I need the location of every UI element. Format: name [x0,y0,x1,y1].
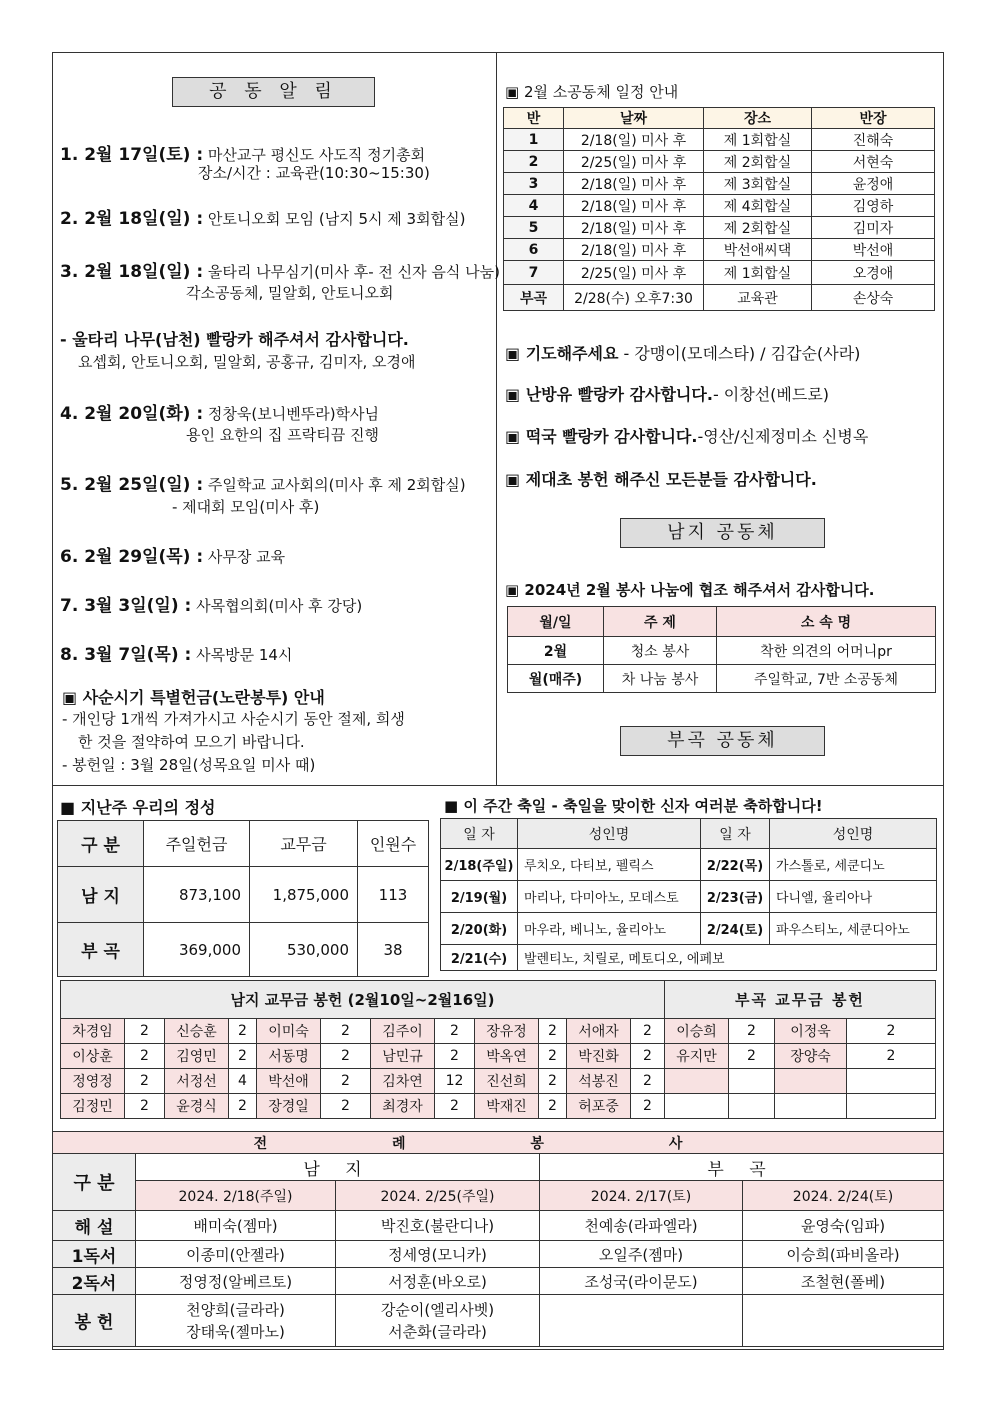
lent-line-2: 한 것을 절약하여 모으기 바랍니다. [78,733,305,751]
table-row: 남 지 873,100 1,875,000 113 [58,867,429,923]
service-title: ▣ 2024년 2월 봉사 나눔에 협조 해주셔서 감사합니다. [505,581,875,599]
table-row: 김정민 2 윤경식 2 장경일 2 최경자 2 박재진 2 허포중 2 [61,1094,936,1119]
prayer-request: ▣ 기도해주세요 - 강맹이(모데스타) / 김갑순(사라) [505,344,861,363]
table-row: 3 2/18(일) 미사 후 제 3회합실 윤정애 [504,173,935,195]
table-row: 월(매주) 차 나눔 봉사 주일학교, 7반 소공동체 [508,665,936,693]
service-table: 월/일 주 제 소 속 명 2월 청소 봉사 착한 의견의 어머니pr 월(매주) 차 나눔 봉사 주일학교, 7반 소공동체 [507,606,936,693]
table-row: 2/19(월) 마리나, 다미아노, 모데스토 2/23(금) 다니엘, 율리아나 [441,881,937,913]
namji-community-title: 남지 공동체 [620,518,825,548]
table-row: 2/20(화) 마우라, 베니노, 율리아노 2/24(토) 파우스티노, 세쿤디아노 [441,913,937,945]
table-row: 7 2/25(일) 미사 후 제 1회합실 오경애 [504,261,935,285]
sched-header: 날짜 [564,108,704,129]
namji-donation-title: 남지 교무금 봉헌 (2월10일~2월16일) [61,981,665,1019]
schedule-table [503,107,935,311]
table-row: 부곡 2/28(수) 오후7:30 교육관 손상숙 [504,285,935,311]
liturgy-table: 전 례 봉 사 구 분 남 지 부 곡 2024. 2/18(주일) 2024. 2/25(주일) 2024. 2/17(토) 2024. 2/24(토) 해 설 배미숙(젬마) 박진호(불란디나) 천예송(라파엘라) 윤영숙(임파) 1독서 이종미(안젤라) 정세영(모니카) 오일주(젬마) 이승희(파비올라) 2독서 정영정(알베르토) 서정훈(바오로) 조성국(라이문도) 조철현(폴베) 봉 헌 천양희(글라라) 장태욱(젤마노) 강순이(엘리사벳) 서춘화(글라라) [52,1131,944,1347]
feast-table: 일 자 성인명 일 자 성인명 2/18(주일) 루치오, 다티보, 펠릭스 2/22(목) 가스톨로, 세쿤디노 2/19(월) 마리나, 다미아노, 모데스토 2/23(금) 다니엘, 율리아나 2/20(화) 마우라, 베니노, 율리아노 2/24(토) 파우스티노, 세쿤디아노 2/21(수) 발렌티노, 치릴로, 메토디오, 에페보 [440,818,937,971]
bugok-community-title: 부곡 공동체 [620,726,825,756]
lent-line-1: - 개인당 1개씩 가져가시고 사순시기 동안 절제, 희생 [62,710,405,728]
table-row: 1 2/18(일) 미사 후 제 1회합실 진해숙 [504,129,935,151]
table-row: 2 2/25(일) 미사 후 제 2회합실 서현숙 [504,151,935,173]
table-row: 2/18(주일) 루치오, 다티보, 펠릭스 2/22(목) 가스톨로, 세쿤디노 [441,849,937,881]
liturgy-title: 전 례 봉 사 [53,1132,944,1154]
lent-heading: ▣ 사순시기 특별헌금(노란봉투) 안내 [62,688,325,707]
common-notice-title: 공 동 알 림 [172,77,375,107]
notice-7: 7. 3월 3일(일) : 사목협의회(미사 후 강당) [60,596,363,616]
table-row: 차경임 2 신승훈 2 이미숙 2 김주이 2 장유정 2 서애자 2 이승희 2 이정욱 2 [61,1019,936,1044]
column-divider [496,52,497,785]
altar-candle-thanks: ▣ 제대초 봉헌 해주신 모든분들 감사합니다. [505,470,817,489]
table-row: 2독서 정영정(알베르토) 서정훈(바오로) 조성국(라이문도) 조철현(폴베) [53,1268,944,1295]
notice-4: 4. 2월 20일(화) : 정창욱(보니벤뚜라)학사님 [60,404,380,424]
offering-table: 구 분 주일헌금 교무금 인원수 남 지 873,100 1,875,000 113 부 곡 369,000 530,000 38 [57,820,429,977]
notice-6: 6. 2월 29일(목) : 사무장 교육 [60,547,286,567]
offering-title: ■ 지난주 우리의 정성 [60,798,216,817]
notice-2: 2. 2월 18일(일) : 안토니오회 모임 (남지 5시 제 3회합실) [60,209,466,229]
table-row: 2월 청소 봉사 착한 의견의 어머니pr [508,637,936,665]
notice-8: 8. 3월 7일(목) : 사목방문 14시 [60,645,293,665]
schedule-title: ▣ 2월 소공동체 일정 안내 [505,83,679,101]
rice-cake-thanks: ▣ 떡국 빨랑카 감사합니다.-영산/신제정미소 신병옥 [505,427,869,446]
table-row: 이상훈 2 김영민 2 서동명 2 남민규 2 박옥연 2 박진화 2 유지만 2 장양숙 2 [61,1044,936,1069]
section-divider [52,785,944,786]
table-row: 해 설 배미숙(젬마) 박진호(불란디나) 천예송(라파엘라) 윤영숙(임파) [53,1211,944,1241]
table-row: 5 2/18(일) 미사 후 제 2회합실 김미자 [504,217,935,239]
table-row: 부 곡 369,000 530,000 38 [58,923,429,977]
table-row: 1독서 이종미(안젤라) 정세영(모니카) 오일주(젬마) 이승희(파비올라) [53,1241,944,1268]
sched-header: 반 [504,108,564,129]
donation-table [60,980,936,1119]
table-row: 6 2/18(일) 미사 후 박선애씨댁 박선애 [504,239,935,261]
lent-line-3: - 봉헌일 : 3월 28일(성목요일 미사 때) [62,756,316,774]
notice-1: 1. 2월 17일(토) : 마산교구 평신도 사도직 정기총회 [60,145,426,165]
notice-4-detail: 용인 요한의 집 프락티끔 진행 [186,426,379,444]
notice-thanks: - 울타리 나무(남천) 빨랑카 해주셔서 감사합니다. [60,330,409,349]
notice-3: 3. 2월 18일(일) : 울타리 나무심기(미사 후- 전 신자 음식 나눔) [60,262,500,282]
bugok-donation-title: 부곡 교무금 봉헌 [665,981,936,1019]
heating-oil-thanks: ▣ 난방유 빨랑카 감사합니다.- 이창선(베드로) [505,385,830,404]
notice-5-detail: - 제대회 모임(미사 후) [172,498,320,516]
notice-3-detail: 각소공동체, 밀알회, 안토니오회 [186,284,394,302]
feast-title: ■ 이 주간 축일 - 축일을 맞이한 신자 여러분 축하합니다! [444,797,823,815]
table-row: 2/21(수) 발렌티노, 치릴로, 메토디오, 에페보 [441,945,937,971]
sched-header: 장소 [704,108,812,129]
notice-thanks-detail: 요셉회, 안토니오회, 밀알회, 공홍규, 김미자, 오경애 [78,353,416,371]
notice-5: 5. 2월 25일(일) : 주일학교 교사회의(미사 후 제 2회합실) [60,475,466,495]
notice-1-detail: 장소/시간 : 교육관(10:30~15:30) [198,164,430,182]
table-row: 봉 헌 천양희(글라라) 장태욱(젤마노) 강순이(엘리사벳) 서춘화(글라라) [53,1295,944,1347]
table-row: 정영정 2 서정선 4 박선애 2 김차연 12 진선희 2 석봉진 2 [61,1069,936,1094]
sched-header: 반장 [812,108,935,129]
table-row: 4 2/18(일) 미사 후 제 4회합실 김영하 [504,195,935,217]
